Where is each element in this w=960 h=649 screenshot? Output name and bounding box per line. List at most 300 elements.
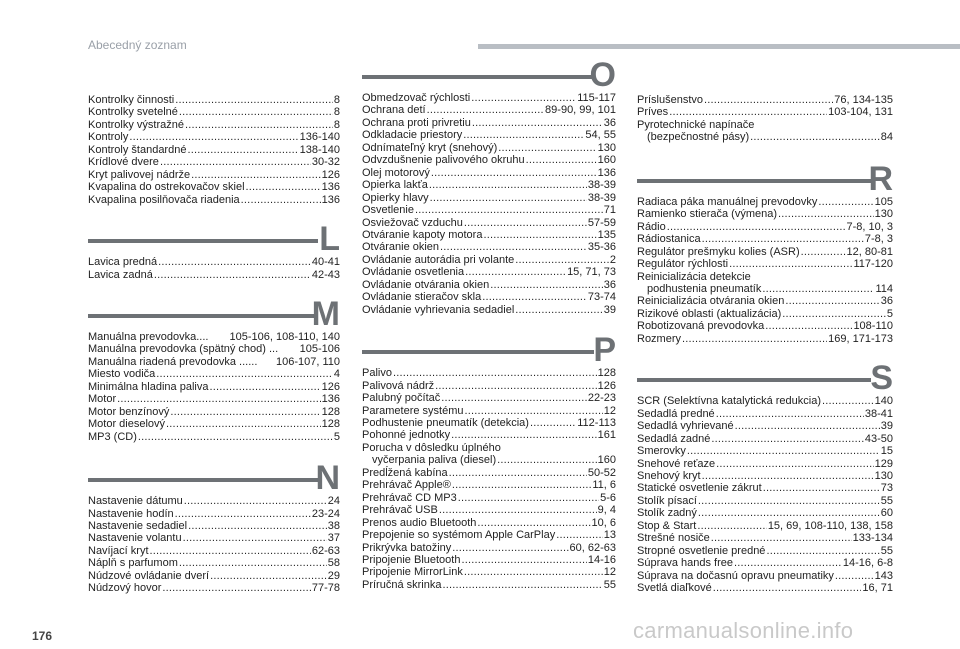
entry-term: Porucha v dôsledku úplného [362, 441, 501, 454]
entry-term: Odnímateľný kryt (snehový) [362, 141, 498, 154]
entry-term: Parametere systému [362, 404, 464, 417]
entry-pages: 136 [597, 166, 616, 179]
section-p [362, 327, 616, 591]
index-entry [88, 331, 340, 343]
entry-term: Ovládanie osvetlenia [362, 266, 465, 279]
index-entry [637, 196, 893, 208]
entry-term: Prepojenie so systémom Apple CarPlay [362, 529, 556, 542]
dot-leader [179, 106, 333, 118]
section-letter: M [311, 294, 340, 333]
entry-term: Stropné osvetlenie predné [637, 544, 766, 557]
entry-term: Olej motorový [362, 166, 430, 179]
index-entry [637, 532, 893, 544]
section-letter: S [870, 359, 893, 398]
entry-term: Manuálna riadená prevodovka ...... [88, 355, 258, 368]
entry-term: Ovládanie stieračov skla [362, 291, 482, 304]
entry-term: Otváranie okien [362, 241, 440, 254]
dot-leader [442, 579, 602, 591]
entries-n [88, 495, 340, 595]
dot-leader [393, 367, 597, 379]
index-entry [637, 433, 893, 445]
entry-term: Núdzový hovor [88, 582, 162, 595]
index-entry [637, 308, 893, 320]
dot-leader [490, 279, 603, 291]
index-entry [362, 405, 616, 417]
dot-leader [427, 104, 544, 116]
index-entry [88, 169, 340, 181]
dot-leader [697, 520, 767, 532]
section-letter: R [868, 159, 893, 198]
index-entry [637, 482, 893, 494]
dot-leader [458, 492, 599, 504]
entry-term: Reinicializácia detekcie [637, 270, 751, 283]
entry-term: Pyrotechnické napínače [637, 118, 755, 131]
dot-leader [429, 179, 587, 191]
dot-leader [241, 194, 321, 206]
entries-l [88, 256, 340, 281]
section-rule [88, 239, 318, 243]
index-entry [88, 269, 340, 281]
entry-term: Regulátor prešmyku kolies (ASR) [637, 245, 800, 258]
dot-leader [711, 433, 863, 445]
entry-pages: 73-74 [587, 291, 616, 304]
dot-leader [452, 479, 592, 491]
entry-term: Kontroly štandardné [88, 143, 187, 156]
index-entry [88, 495, 340, 507]
dot-leader [835, 570, 874, 582]
index-column-3 [637, 94, 893, 595]
header-title: Abecedný zoznam [88, 38, 187, 52]
entry-pages: 136 [321, 393, 340, 406]
dot-leader [430, 192, 587, 204]
entry-term: Svetlá diaľkové [637, 582, 712, 595]
entry-term: Pripojenie Bluetooth [362, 553, 461, 566]
entry-term: Príslušenstvo [637, 94, 704, 106]
entry-pages: 57-59 [587, 216, 616, 229]
entries-r [637, 196, 893, 345]
dot-leader [138, 431, 333, 443]
dot-leader [449, 467, 587, 479]
entry-pages: 12, 80-81 [846, 245, 893, 258]
entry-term: Náplň s parfumom [88, 557, 178, 570]
entry-term: Opierka lakťa [362, 179, 428, 192]
entry-pages: 84 [880, 131, 893, 144]
section-rule [88, 314, 318, 318]
index-entry [362, 179, 616, 191]
dot-leader [762, 283, 874, 295]
entry-pages: 36 [880, 295, 893, 308]
entry-term: Miesto vodiča [88, 368, 156, 381]
dot-leader [210, 570, 327, 582]
entry-term: Kvapalina posilňovača riadenia [88, 193, 240, 206]
entry-pages: 54, 55 [585, 129, 616, 142]
letter-heading-l [88, 216, 340, 259]
entry-term: Odkladacie priestory [362, 129, 463, 142]
entry-term: Núdzové ovládanie dverí [88, 569, 210, 582]
entry-pages: 143 [874, 569, 893, 582]
entry-term: Prenos audio Bluetooth [362, 516, 477, 529]
index-entry [362, 217, 616, 229]
index-entry [88, 381, 340, 393]
entry-pages: 126 [321, 168, 340, 181]
letter-heading-n [88, 455, 340, 498]
entry-pages: 37 [327, 532, 340, 545]
entry-term: Lavica zadná [88, 268, 153, 281]
entry-term: Sedadlá vyhrievané [637, 420, 734, 433]
entry-pages: 23-24 [311, 507, 340, 520]
entry-pages: 105-106, 108-110, 140 [229, 330, 340, 343]
index-entry [362, 442, 616, 454]
index-entry [362, 504, 616, 516]
entry-term: Nastavenie sedadiel [88, 519, 188, 532]
entry-term: Stop & Start [637, 519, 697, 532]
entry-term: MP3 (CD) [88, 430, 137, 443]
dot-leader [183, 532, 327, 544]
entry-pages: 8 [333, 118, 340, 131]
entry-term: Otváranie kapoty motora [362, 228, 483, 241]
dot-leader [497, 454, 597, 466]
index-entry [88, 144, 340, 156]
index-entry [362, 467, 616, 479]
entry-term: Manuálna prevodovka.... [88, 330, 209, 343]
entry-pages: 40-41 [311, 256, 340, 269]
index-entry [637, 420, 893, 432]
index-entry [637, 106, 893, 118]
entry-pages: 105 [874, 195, 893, 208]
entry-pages: 58 [327, 557, 340, 570]
index-entry [88, 119, 340, 131]
dot-leader [698, 507, 880, 519]
entry-term: Ovládanie autorádia pri volante [362, 253, 515, 266]
entry-term: Opierky hlavy [362, 191, 429, 204]
dot-leader [191, 169, 321, 181]
index-entry [637, 545, 893, 557]
entry-term: Pohonné jednotky [362, 429, 451, 442]
index-entry [88, 545, 340, 557]
entry-pages: 12 [603, 404, 616, 417]
index-entry [362, 104, 616, 116]
index-entry [637, 320, 893, 332]
entry-term: Ramienko stierača (výmena) [637, 208, 777, 221]
entry-pages: 73 [880, 482, 893, 495]
entry-term: Minimálna hladina paliva [88, 380, 209, 393]
entry-pages: 135 [597, 228, 616, 241]
index-entry [88, 532, 340, 544]
dot-leader [129, 131, 298, 143]
entry-term: Pripojenie MirrorLink [362, 566, 463, 579]
entry-pages: 160 [597, 154, 616, 167]
entry-pages: 38-39 [587, 179, 616, 192]
dot-leader [465, 266, 566, 278]
entry-pages: 24 [327, 495, 340, 508]
index-entry [362, 229, 616, 241]
entry-term: Radiaca páka manuálnej prevodovky [637, 195, 818, 208]
dot-leader [713, 582, 862, 594]
entry-term: Osviežovač vzduchu [362, 216, 463, 229]
entry-pages: 128 [321, 418, 340, 431]
entry-pages: 55 [603, 578, 616, 591]
entry-term: Motor [88, 393, 117, 406]
entry-pages: 12 [603, 566, 616, 579]
dot-leader [175, 94, 333, 106]
section-rule [637, 179, 871, 183]
dot-leader [766, 545, 879, 557]
page-number: 176 [32, 629, 53, 643]
section-s [637, 355, 893, 594]
section-o [362, 52, 616, 316]
entry-pages: 38-41 [864, 407, 893, 420]
dot-leader [483, 229, 596, 241]
index-entry [637, 208, 893, 220]
entry-pages: 43-50 [864, 432, 893, 445]
dot-leader [801, 246, 846, 258]
dot-leader [763, 482, 880, 494]
index-entry [637, 520, 893, 532]
index-entry [362, 304, 616, 316]
dot-leader [526, 154, 597, 166]
entries-s [637, 395, 893, 594]
dot-leader [188, 520, 327, 532]
index-entry [362, 142, 616, 154]
dot-leader [175, 508, 311, 520]
dot-leader [735, 420, 880, 432]
index-entry [637, 570, 893, 582]
entry-term: Sedadlá zadné [637, 432, 711, 445]
dot-leader [162, 582, 310, 594]
dot-leader [464, 217, 587, 229]
entry-term: Ochrana detí [362, 104, 426, 117]
entry-pages: 9, 4 [597, 504, 616, 517]
entry-pages: 2 [609, 253, 616, 266]
entry-pages: 14-16 [587, 553, 616, 566]
section-rule [362, 350, 594, 354]
entry-term: Motor benzínový [88, 405, 170, 418]
index-entry [88, 393, 340, 405]
index-entry [88, 431, 340, 443]
entry-pages: 126 [597, 379, 616, 392]
index-entry [88, 343, 340, 355]
section-letter: N [315, 459, 340, 498]
entry-pages: 76, 134-135 [834, 94, 893, 106]
section-n [88, 455, 340, 595]
entry-term: Rozmery [637, 332, 682, 345]
section-letter: L [319, 220, 340, 259]
dot-leader [785, 295, 879, 307]
dot-leader [441, 392, 587, 404]
entry-pages: 22-23 [587, 392, 616, 405]
entry-pages: 115-117 [577, 92, 616, 104]
dot-leader [667, 221, 846, 233]
entry-term: Nastavenie volantu [88, 532, 182, 545]
entry-term: Prehrávač Apple® [362, 479, 451, 492]
entry-term: Motor dieselový [88, 418, 166, 431]
index-entry [637, 295, 893, 307]
index-entry [637, 233, 893, 245]
entry-term: Reinicializácia otvárania okien [637, 295, 785, 308]
entry-term: Smerovky [637, 445, 686, 458]
index-entry [88, 406, 340, 418]
entry-pages: 77-78 [311, 582, 340, 595]
entry-pages: 5 [886, 307, 893, 320]
entry-term: Obmedzovač rýchlosti [362, 92, 471, 104]
entry-pages: 29 [327, 569, 340, 582]
index-entry [362, 380, 616, 392]
entry-pages: 7-8, 10, 3 [846, 220, 893, 233]
section-letter: O [589, 56, 616, 94]
dot-leader [160, 156, 311, 168]
dot-leader [187, 144, 298, 156]
index-entry [88, 570, 340, 582]
letter-heading-s [637, 355, 893, 398]
entry-pages: 8 [333, 94, 340, 106]
entry-term: podhustenia pneumatík [647, 282, 762, 295]
entry-pages: 133-134 [852, 532, 893, 545]
index-entry [362, 266, 616, 278]
dot-leader [246, 181, 321, 193]
entry-pages: 128 [321, 405, 340, 418]
entry-pages: 5 [333, 430, 340, 443]
dot-leader [682, 333, 827, 345]
dot-leader [765, 320, 852, 332]
entry-pages: 114 [875, 282, 893, 295]
dot-leader [750, 131, 880, 143]
entries-p [362, 367, 616, 591]
entry-pages: 5-6 [600, 491, 616, 504]
entry-term: Kontrolky činnosti [88, 94, 175, 106]
dot-leader [461, 554, 586, 566]
entry-pages: 39 [880, 420, 893, 433]
index-entry [637, 94, 893, 106]
dot-leader [482, 291, 587, 303]
entry-pages: 35-36 [587, 241, 616, 254]
dot-leader [464, 405, 602, 417]
letter-heading-o [362, 52, 616, 92]
index-entry [362, 367, 616, 379]
entry-pages: 105-106 [299, 343, 340, 356]
entry-term: Odvzdušnenie palivového okruhu [362, 154, 525, 167]
entry-term: Príves [637, 106, 669, 119]
dot-leader [778, 208, 874, 220]
index-entry [88, 368, 340, 380]
entry-pages: 15, 71, 73 [567, 266, 616, 279]
index-entry [88, 181, 340, 193]
index-entry [88, 520, 340, 532]
index-entry [88, 582, 340, 594]
index-entry [362, 192, 616, 204]
index-entry [637, 557, 893, 569]
entries-k [88, 94, 340, 206]
index-entry [362, 517, 616, 529]
entry-term: Sedadlá predné [637, 407, 715, 420]
dot-leader [822, 395, 874, 407]
entry-term: Príručná skrinka [362, 578, 442, 591]
dot-leader [702, 470, 874, 482]
dot-leader [669, 106, 827, 118]
entry-term: SCR (Selektívna katalytická redukcia) [637, 395, 822, 408]
entry-pages: 136 [321, 181, 340, 194]
entry-term: Stolík zadný [637, 507, 697, 520]
dot-leader [471, 92, 576, 104]
index-entry [88, 418, 340, 430]
entry-term: Statické osvetlenie zákrut [637, 482, 762, 495]
entry-pages: 106-107, 110 [275, 355, 340, 368]
dot-leader [154, 269, 311, 281]
index-entry [88, 156, 340, 168]
dot-leader [711, 532, 852, 544]
entry-pages: 129 [874, 457, 893, 470]
dot-leader [515, 254, 609, 266]
entry-term: Snehový kryt [637, 469, 701, 482]
index-entry [362, 429, 616, 441]
entry-pages: 130 [874, 469, 893, 482]
index-entry [362, 291, 616, 303]
entry-pages: 36 [603, 278, 616, 291]
entry-term: Rádio [637, 220, 666, 233]
entry-pages: 4 [333, 368, 340, 381]
section-m [88, 291, 340, 443]
entry-term: Snehové reťaze [637, 457, 716, 470]
entry-term: Palivo [362, 367, 392, 380]
index-entry [637, 221, 893, 233]
entry-pages: 16, 71 [862, 582, 893, 595]
entry-pages: 62-63 [311, 544, 340, 557]
entry-term: Súprava hands free [637, 557, 734, 570]
entry-pages: 30-32 [311, 156, 340, 169]
entry-pages: 55 [880, 494, 893, 507]
dot-leader [472, 117, 603, 129]
dot-leader [166, 418, 321, 430]
section-rule [637, 378, 871, 382]
entry-term: Kontrolky výstražné [88, 118, 184, 131]
dot-leader [431, 167, 597, 179]
entry-pages: 138-140 [299, 143, 340, 156]
header-rule [478, 44, 960, 49]
dot-leader [184, 495, 327, 507]
index-entry [362, 566, 616, 578]
index-entry [88, 557, 340, 569]
entry-pages: 89-90, 99, 101 [545, 104, 616, 117]
index-entry [88, 256, 340, 268]
entries-o [362, 92, 616, 316]
entry-pages: 60 [880, 507, 893, 520]
index-entry [362, 492, 616, 504]
entry-term: Súprava na dočasnú opravu pneumatiky [637, 569, 834, 582]
index-entry [637, 408, 893, 420]
index-entry [362, 279, 616, 291]
dot-leader [734, 557, 842, 569]
entry-pages: 71 [603, 204, 616, 217]
dot-leader [702, 233, 864, 245]
entry-term: Osvetlenie [362, 204, 414, 217]
entry-pages: 15, 69, 108-110, 138, 158 [767, 519, 893, 532]
index-entry [637, 283, 893, 295]
dot-leader [716, 408, 864, 420]
dot-leader [498, 142, 596, 154]
entry-pages: 126 [321, 380, 340, 393]
dot-leader [451, 429, 597, 441]
entry-term: (bezpečnostné pásy) [647, 131, 750, 144]
entry-pages: 10, 6 [591, 516, 616, 529]
entry-pages: 50-52 [587, 466, 616, 479]
entry-pages: 130 [597, 141, 616, 154]
entries-p-cont [637, 94, 893, 144]
entry-pages: 130 [874, 208, 893, 221]
entry-term: Palivová nádrž [362, 379, 435, 392]
dot-leader [170, 406, 320, 418]
entry-term: Lavica predná [88, 256, 158, 269]
index-entry [88, 194, 340, 206]
entry-pages: 14-16, 6-8 [842, 557, 893, 570]
